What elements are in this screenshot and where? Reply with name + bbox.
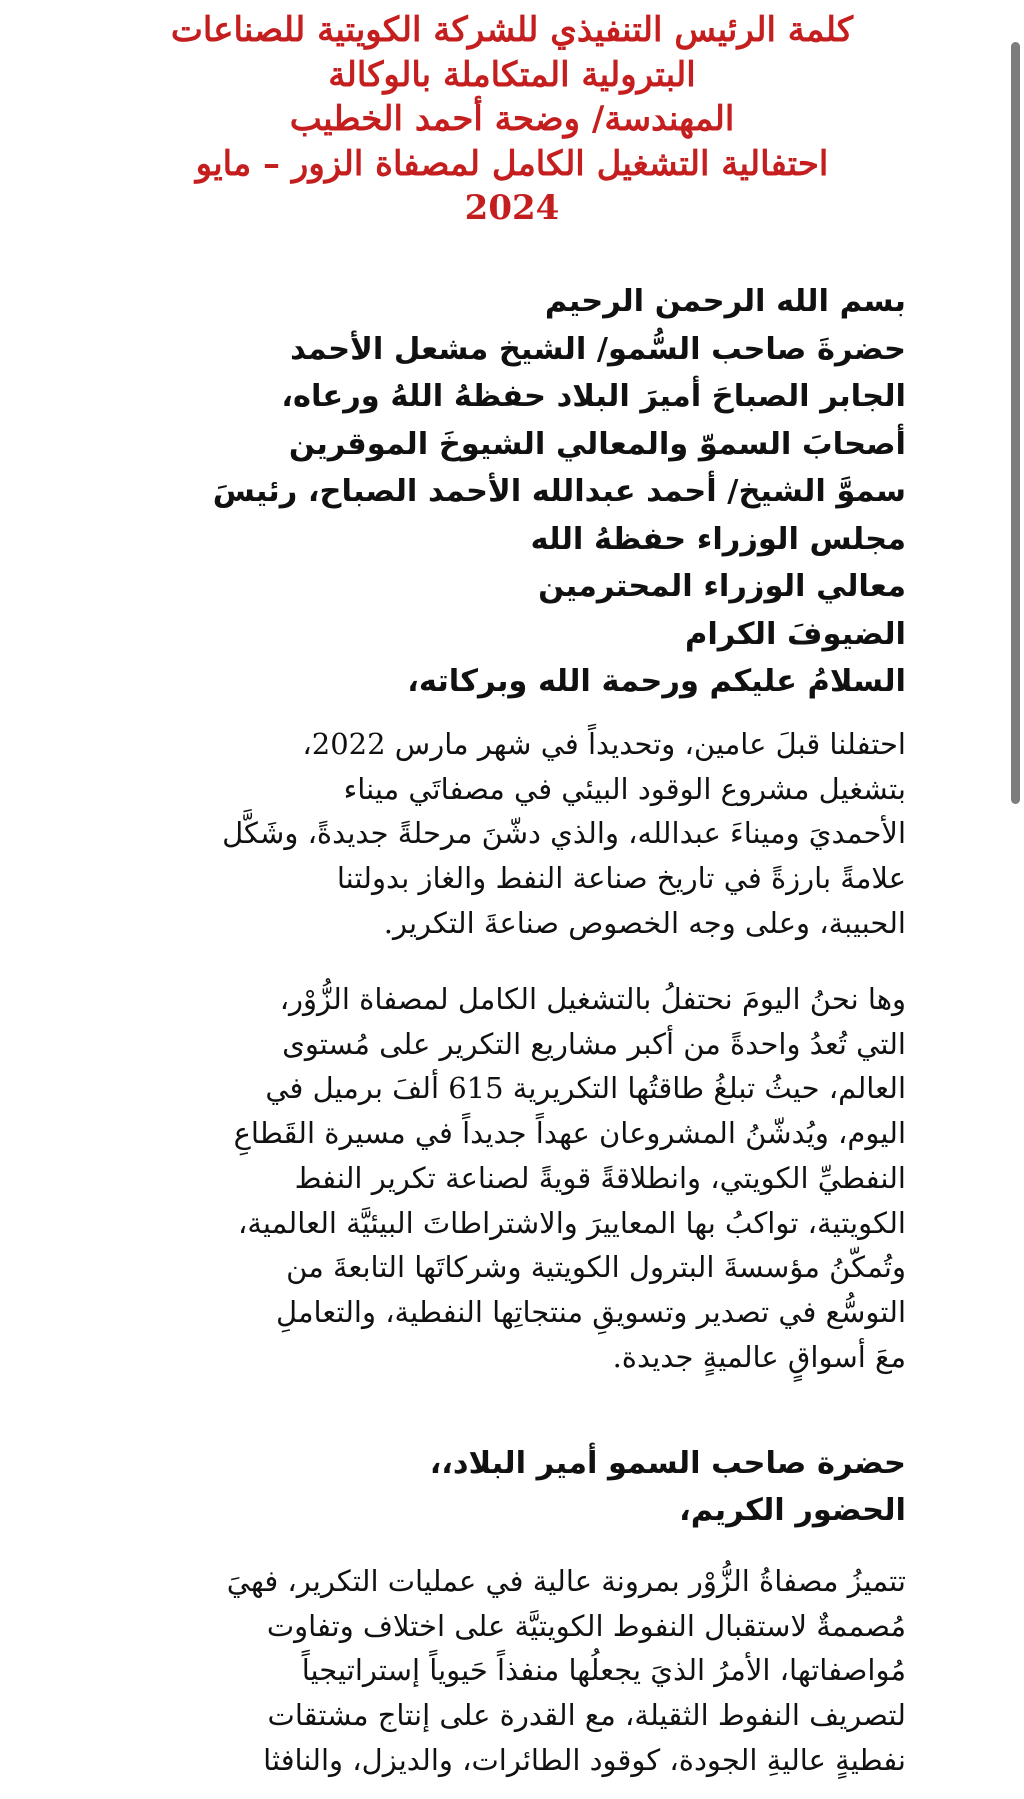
title-line: كلمة الرئيس التنفيذي للشركة الكويتية للصناعات [170, 10, 854, 50]
body-paragraph [116, 722, 906, 946]
paragraph-line: التوسُّع في تصدير وتسويقِ منتجاتِها النفطية، والتعاملِ [276, 1294, 906, 1329]
paragraph-line: معَ أسواقٍ عالميةٍ جديدة. [612, 1339, 906, 1374]
vertical-scrollbar[interactable] [1006, 0, 1024, 1799]
paragraph-line: مُواصفاتها، الأمرُ الذيَ يجعلُها منفذاً حَيوياً إستراتيجياً [301, 1653, 906, 1688]
opening-salutation [106, 278, 906, 706]
basmala: بسم الله الرحمن الرحيم [544, 284, 906, 319]
paragraph-line: نفطيةٍ عاليةِ الجودة، كوقود الطائرات، والديزل، والنافثا [263, 1742, 906, 1777]
salutation-line: الضيوفَ الكرام [684, 616, 906, 652]
paragraph-line: الحبيبة، وعلى وجه الخصوص صناعةَ التكرير. [383, 905, 906, 940]
paragraph-line: وتُمكّنُ مؤسسةَ البترول الكويتية وشركاتَها التابعةَ من [286, 1250, 906, 1285]
title-line: احتفالية التشغيل الكامل لمصفاة الزور – مايو [195, 143, 829, 184]
scrollbar-thumb[interactable] [1011, 42, 1020, 804]
paragraph-line: وها نحنُ اليومَ نحتفلُ بالتشغيل الكامل لمصفاة الزُّوْر، [279, 982, 906, 1016]
salutation-line: مجلس الوزراء حفظهُ الله [530, 521, 906, 557]
paragraph-line: العالم، حيثُ تبلغُ طاقتُها التكريرية 615 ألفَ برميل في [265, 1071, 906, 1106]
body-paragraph [116, 977, 906, 1379]
paragraph-line: الكويتية، تواكبُ بها المعاييرَ والاشتراطاتَ البيئيَّة العالمية، [237, 1205, 906, 1240]
paragraph-line: التي تُعدُ واحدةً من أكبر مشاريع التكرير على مُستوى [282, 1026, 906, 1061]
salutation-line: معالي الوزراء المحترمين [538, 569, 906, 604]
greeting-line: السلامُ عليكم ورحمة الله وبركاته، [407, 664, 906, 699]
paragraph-line: تتميزُ مصفاةُ الزُّوْر بمرونة عالية في عمليات التكرير، فهيَ [226, 1564, 906, 1598]
paragraph-line: احتفلنا قبلَ عامين، وتحديداً في شهر مارس 2022، [302, 727, 906, 761]
body-paragraph [116, 1559, 906, 1783]
title-year: 2024 [464, 188, 560, 228]
paragraph-line: النفطيِّ الكويتي، وانطلاقةً قويةً لصناعة تكرير النفط [294, 1160, 906, 1195]
speech-title [70, 8, 954, 231]
address-heading [116, 1440, 906, 1534]
address-line: الحضور الكريم، [679, 1493, 906, 1528]
salutation-line: سموَّ الشيخ/ أحمد عبدالله الأحمد الصباح، رئيسَ [212, 474, 906, 509]
salutation-line: حضرةَ صاحب السُّمو/ الشيخ مشعل الأحمد [290, 331, 906, 367]
paragraph-line: بتشغيل مشروع الوقود البيئي في مصفاتَي ميناء [343, 771, 906, 806]
title-line: المهندسة/ وضحة أحمد الخطيب [289, 99, 735, 139]
title-line: البترولية المتكاملة بالوكالة [328, 54, 696, 95]
paragraph-line: لتصريف النفوط الثقيلة، مع القدرة على إنتاج مشتقات [267, 1698, 906, 1733]
salutation-line: أصحابَ السموّ والمعالي الشيوخَ الموقرين [288, 426, 906, 462]
paragraph-line: علامةً بارزةً في تاريخ صناعة النفط والغاز بدولتنا [336, 861, 906, 896]
paragraph-line: اليوم، ويُدشّنُ المشروعان عهداً جديداً في مسيرة القَطاعِ [233, 1116, 906, 1151]
paragraph-line: الأحمديَ وميناءَ عبدالله، والذي دشّنَ مرحلةً جديدةً، وشَكَّل [222, 816, 906, 851]
paragraph-line: مُصممةٌ لاستقبال النفوط الكويتيَّة على اختلاف وتفاوت [266, 1608, 906, 1643]
salutation-line: الجابر الصباحَ أميرَ البلاد حفظهُ اللهُ ورعاه، [281, 379, 906, 414]
address-line: حضرة صاحب السمو أمير البلاد،، [429, 1446, 906, 1481]
